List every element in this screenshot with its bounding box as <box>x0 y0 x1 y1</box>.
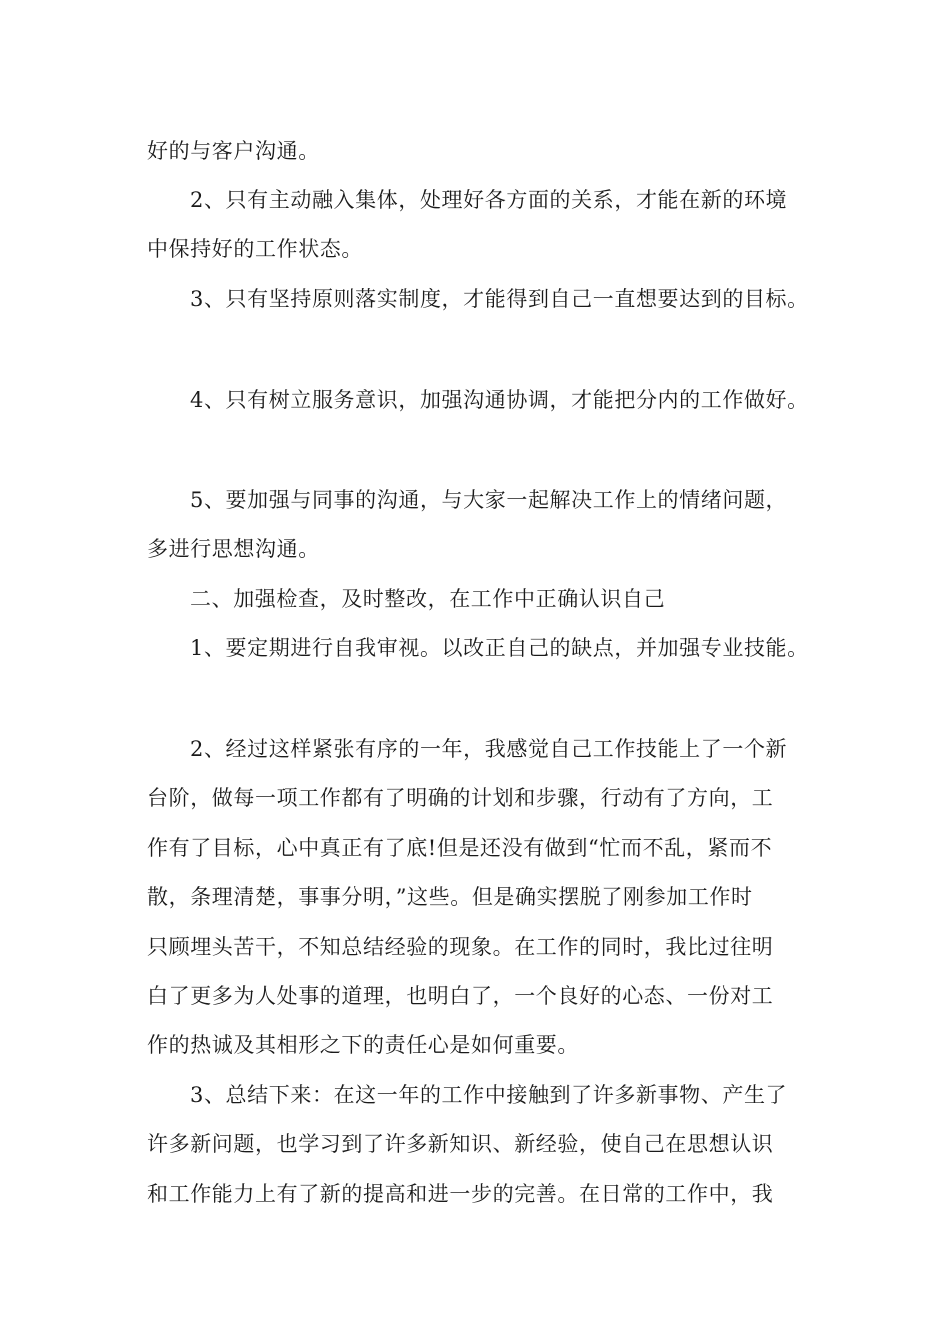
paragraph-line: 白了更多为人处事的道理，也明白了，一个良好的心态、一份对工 <box>147 984 774 1008</box>
paragraph-line: 作的热诚及其相形之下的责任心是如何重要。 <box>147 1033 579 1057</box>
paragraph-line: 台阶，做每一项工作都有了明确的计划和步骤，行动有了方向，工 <box>147 786 774 810</box>
paragraph-line: 4、只有树立服务意识，加强沟通协调，才能把分内的工作做好。 <box>190 388 809 412</box>
paragraph-line: 许多新问题，也学习到了许多新知识、新经验，使自己在思想认识 <box>147 1132 774 1156</box>
section-heading: 二、加强检查，及时整改，在工作中正确认识自己 <box>190 587 666 611</box>
paragraph-line: 和工作能力上有了新的提高和进一步的完善。在日常的工作中，我 <box>147 1182 774 1206</box>
paragraph-line: 只顾埋头苦干，不知总结经验的现象。在工作的同时，我比过往明 <box>147 935 774 959</box>
paragraph-line: 2、经过这样紧张有序的一年，我感觉自己工作技能上了一个新 <box>190 737 788 761</box>
paragraph-line: 2、只有主动融入集体，处理好各方面的关系，才能在新的环境 <box>190 188 788 212</box>
paragraph-line: 3、总结下来：在这一年的工作中接触到了许多新事物、产生了 <box>190 1083 788 1107</box>
paragraph-line: 中保持好的工作状态。 <box>147 237 363 261</box>
paragraph-line: 多进行思想沟通。 <box>147 537 320 561</box>
paragraph-line: 3、只有坚持原则落实制度，才能得到自己一直想要达到的目标。 <box>190 287 809 311</box>
paragraph-line: 好的与客户沟通。 <box>147 139 320 163</box>
paragraph-line: 5、要加强与同事的沟通，与大家一起解决工作上的情绪问题， <box>190 488 788 512</box>
paragraph-line: 作有了目标，心中真正有了底!但是还没有做到“忙而不乱，紧而不 <box>147 836 773 860</box>
paragraph-line: 散，条理清楚，事事分明，”这些。但是确实摆脱了刚参加工作时 <box>147 885 753 909</box>
paragraph-line: 1、要定期进行自我审视。以改正自己的缺点，并加强专业技能。 <box>190 636 809 660</box>
